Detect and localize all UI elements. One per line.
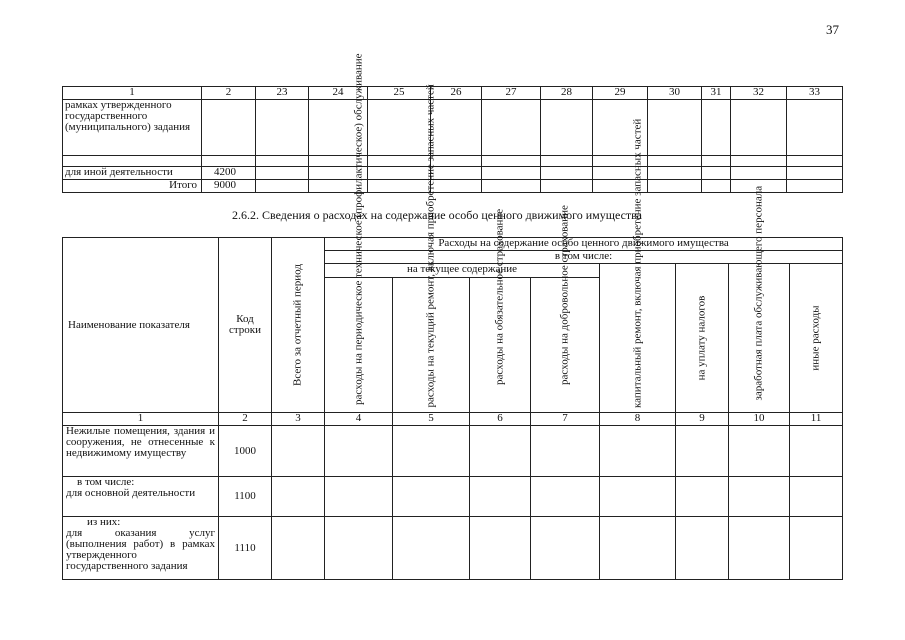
header-row-code: Код строки (219, 238, 272, 413)
row-name-cell (63, 517, 219, 580)
column-number: 28 (541, 87, 593, 100)
column-number: 11 (790, 413, 843, 426)
header-col10 (729, 185, 790, 413)
column-number: 5 (393, 413, 470, 426)
header-col5-label: расходы на текущий ремонт, включая приобретение запасных частей (424, 84, 437, 408)
column-number: 10 (729, 413, 790, 426)
column-number-row (63, 413, 843, 426)
table-row (63, 156, 843, 167)
row-code (202, 100, 256, 156)
column-number: 3 (272, 413, 325, 426)
column-number: 30 (648, 87, 702, 100)
header-col8 (600, 118, 676, 413)
header-indicator-name: Наименование показателя (63, 238, 219, 413)
row-name: Итого (63, 180, 202, 193)
header-col10-label: заработная плата обслуживающего персонала (752, 185, 765, 401)
column-number: 7 (531, 413, 600, 426)
column-number: 1 (63, 413, 219, 426)
header-total (272, 238, 325, 413)
row-name-cell (63, 426, 219, 477)
column-number: 24 (309, 87, 368, 100)
row-name-cell (63, 477, 219, 517)
row-code: 4200 (202, 167, 256, 180)
column-number: 26 (431, 87, 482, 100)
row-name: для основной деятельности (66, 487, 196, 499)
column-number: 2 (219, 413, 272, 426)
table-row (63, 180, 843, 193)
table-row (63, 167, 843, 180)
row-name: рамках утвержденного государственного (муниципального) задания (63, 100, 202, 156)
header-col6 (470, 208, 531, 413)
section-title: 2.6.2. Сведения о расходах на содержание особо ценного движимого имущества (232, 208, 642, 222)
row-code: 1000 (219, 426, 272, 477)
table-row (63, 426, 843, 477)
header-col11-label: иные расходы (809, 305, 822, 371)
header-total-label: Всего за отчетный период (291, 264, 304, 386)
page-number: 37 (826, 22, 839, 37)
header-col9-label: на уплату налогов (695, 295, 708, 381)
column-number: 2 (202, 87, 256, 100)
row-code: 1110 (219, 517, 272, 580)
table-row (63, 517, 843, 580)
column-number: 6 (470, 413, 531, 426)
column-number-row (63, 87, 843, 100)
column-number: 27 (482, 87, 541, 100)
header-group-title: Расходы на содержание особо ценного движимого имущества (325, 238, 843, 251)
row-name: Нежилые помещения, здания и сооружения, не отнесенные к недвижимому имуществу (66, 425, 215, 459)
table-row (63, 477, 843, 517)
column-number: 4 (325, 413, 393, 426)
header-col6-label: расходы на обязательное страхование (493, 208, 506, 385)
table-row (63, 100, 843, 156)
column-number: 31 (702, 87, 731, 100)
row-prefix: из них: (87, 516, 121, 528)
row-prefix: в том числе: (77, 476, 135, 488)
header-col11 (790, 264, 843, 413)
header-col4-label: расходы на периодическое техническое (профилактическое) обслуживание (352, 53, 364, 405)
column-number: 32 (731, 87, 787, 100)
column-number: 9 (676, 413, 729, 426)
header-col8-label: капитальный ремонт, включая приобретение запасных частей (631, 118, 643, 408)
column-number: 29 (593, 87, 648, 100)
column-number: 1 (63, 87, 202, 100)
header-current-upkeep: на текущее содержание (325, 264, 600, 278)
row-name: для оказания услуг (выполнения работ) в рамках утвержденного государственного задания (66, 527, 215, 572)
row-code: 9000 (202, 180, 256, 193)
column-number: 25 (368, 87, 431, 100)
row-code: 1100 (219, 477, 272, 517)
header-col9 (676, 264, 729, 413)
column-number: 8 (600, 413, 676, 426)
column-number: 33 (787, 87, 843, 100)
header-col7-label: расходы на добровольное страхование (558, 205, 571, 385)
row-name: для иной деятельности (63, 167, 202, 180)
continuation-table (62, 86, 843, 193)
header-in-that-number: в том числе: (325, 251, 843, 264)
column-number: 23 (256, 87, 309, 100)
